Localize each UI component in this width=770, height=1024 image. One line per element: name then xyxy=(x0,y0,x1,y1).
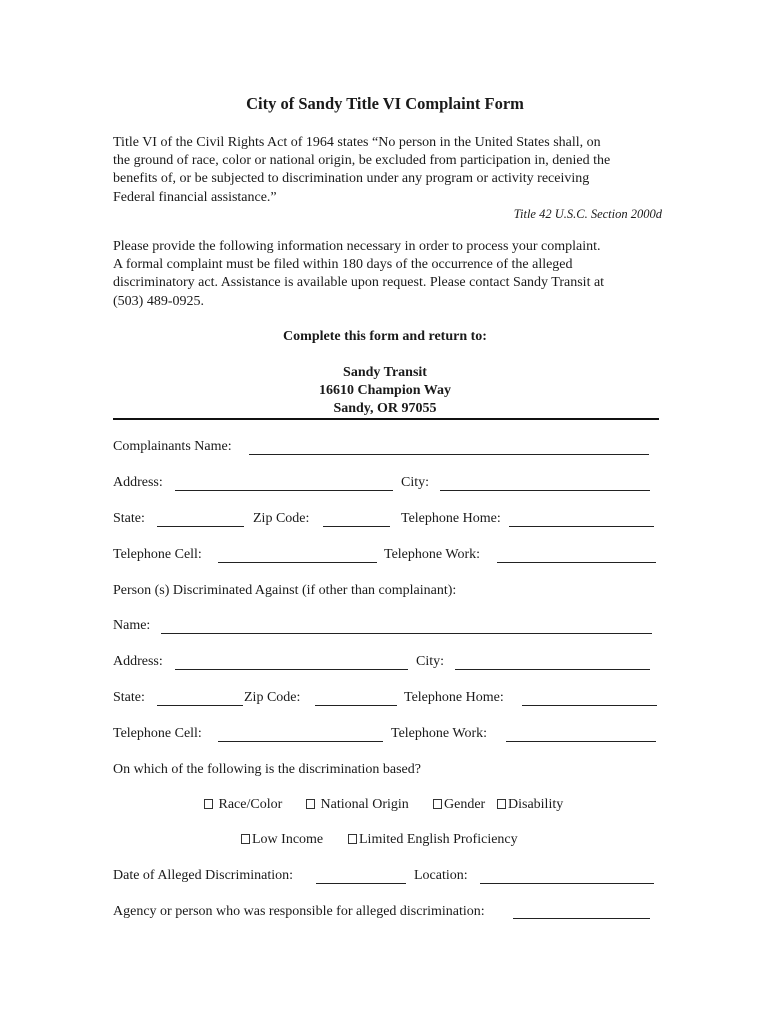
checkbox-gender[interactable] xyxy=(433,799,442,809)
return-city-state-zip: Sandy, OR 97055 xyxy=(333,401,437,416)
complainant-zip-field[interactable] xyxy=(323,526,390,527)
other-zip-label: Zip Code: xyxy=(244,690,301,705)
complainant-name-field[interactable] xyxy=(249,454,649,455)
complainant-zip-label: Zip Code: xyxy=(253,511,310,526)
other-zip-field[interactable] xyxy=(315,705,397,706)
instructions-line: Please provide the following information necessary in order to process your complaint. xyxy=(113,239,601,254)
intro-line: the ground of race, color or national origin, be excluded from participation in, denied the xyxy=(113,153,611,169)
gender-option[interactable] xyxy=(433,797,485,813)
other-name-label: Name: xyxy=(113,618,151,633)
lep-label: Limited English Proficiency xyxy=(359,832,518,847)
return-name: Sandy Transit xyxy=(343,365,427,380)
disability-label: Disability xyxy=(508,797,564,812)
checkbox-disability[interactable] xyxy=(497,799,506,809)
complainant-name-label: Complainants Name: xyxy=(113,439,232,454)
other-address-label: Address: xyxy=(113,654,163,669)
citation: Title 42 U.S.C. Section 2000d xyxy=(513,207,662,221)
complainant-tel-home-field[interactable] xyxy=(509,526,654,527)
intro-line: Federal financial assistance.” xyxy=(113,189,277,205)
complainant-state-label: State: xyxy=(113,511,145,526)
gender-label: Gender xyxy=(444,797,486,812)
other-tel-work-label: Telephone Work: xyxy=(391,726,487,741)
other-state-field[interactable] xyxy=(157,705,243,706)
checkbox-race-color[interactable] xyxy=(204,799,213,809)
national-origin-option[interactable] xyxy=(306,797,409,813)
instructions-line: discriminatory act. Assistance is available upon request. Please contact Sandy Transit at xyxy=(113,275,605,291)
location-field[interactable] xyxy=(480,883,654,884)
agency-field[interactable] xyxy=(513,918,650,919)
complainant-tel-work-label: Telephone Work: xyxy=(384,547,480,562)
instructions-paragraph xyxy=(113,238,658,311)
low-income-label: Low Income xyxy=(252,832,324,847)
other-tel-cell-label: Telephone Cell: xyxy=(113,726,202,741)
other-name-field[interactable] xyxy=(161,633,652,634)
national-origin-label: National Origin xyxy=(320,797,409,812)
intro-line: benefits of, or be subjected to discrimination under any program or activity receiving xyxy=(113,171,590,187)
other-tel-work-field[interactable] xyxy=(506,741,656,742)
intro-paragraph xyxy=(113,134,658,207)
other-city-field[interactable] xyxy=(455,669,650,670)
complainant-tel-cell-label: Telephone Cell: xyxy=(113,547,202,562)
checkbox-low-income[interactable] xyxy=(241,834,250,844)
instructions-line: (503) 489-0925. xyxy=(113,293,204,309)
date-field[interactable] xyxy=(316,883,406,884)
agency-label: Agency or person who was responsible for alleged discrimination: xyxy=(113,904,485,919)
other-address-field[interactable] xyxy=(175,669,408,670)
other-tel-cell-field[interactable] xyxy=(218,741,383,742)
other-state-label: State: xyxy=(113,690,145,705)
complainant-address-field[interactable] xyxy=(175,490,393,491)
intro-line: Title VI of the Civil Rights Act of 1964 states “No person in the United States shall, on xyxy=(113,135,601,150)
section-divider xyxy=(113,418,659,420)
return-heading: Complete this form and return to: xyxy=(283,329,487,344)
checkbox-national-origin[interactable] xyxy=(306,799,315,809)
checkbox-lep[interactable] xyxy=(348,834,357,844)
location-label: Location: xyxy=(414,868,468,883)
complainant-tel-cell-field[interactable] xyxy=(218,562,377,563)
instructions-line: A formal complaint must be filed within 180 days of the occurrence of the alleged xyxy=(113,257,573,273)
race-color-option[interactable] xyxy=(204,797,282,813)
other-person-heading: Person (s) Discriminated Against (if other than complainant): xyxy=(113,583,457,598)
other-tel-home-field[interactable] xyxy=(522,705,657,706)
return-street: 16610 Champion Way xyxy=(319,383,451,398)
page-title: City of Sandy Title VI Complaint Form xyxy=(246,94,524,113)
complainant-tel-work-field[interactable] xyxy=(497,562,656,563)
lep-option[interactable] xyxy=(348,832,518,848)
date-label: Date of Alleged Discrimination: xyxy=(113,868,294,883)
other-city-label: City: xyxy=(416,654,445,669)
race-color-label: Race/Color xyxy=(218,797,283,812)
basis-question: On which of the following is the discrimination based? xyxy=(113,762,421,777)
complainant-state-field[interactable] xyxy=(157,526,244,527)
complainant-city-field[interactable] xyxy=(440,490,650,491)
disability-option[interactable] xyxy=(497,797,563,813)
low-income-option[interactable] xyxy=(241,832,323,848)
complainant-city-label: City: xyxy=(401,475,430,490)
complainant-address-label: Address: xyxy=(113,475,163,490)
other-tel-home-label: Telephone Home: xyxy=(404,690,504,705)
complainant-tel-home-label: Telephone Home: xyxy=(401,511,501,526)
